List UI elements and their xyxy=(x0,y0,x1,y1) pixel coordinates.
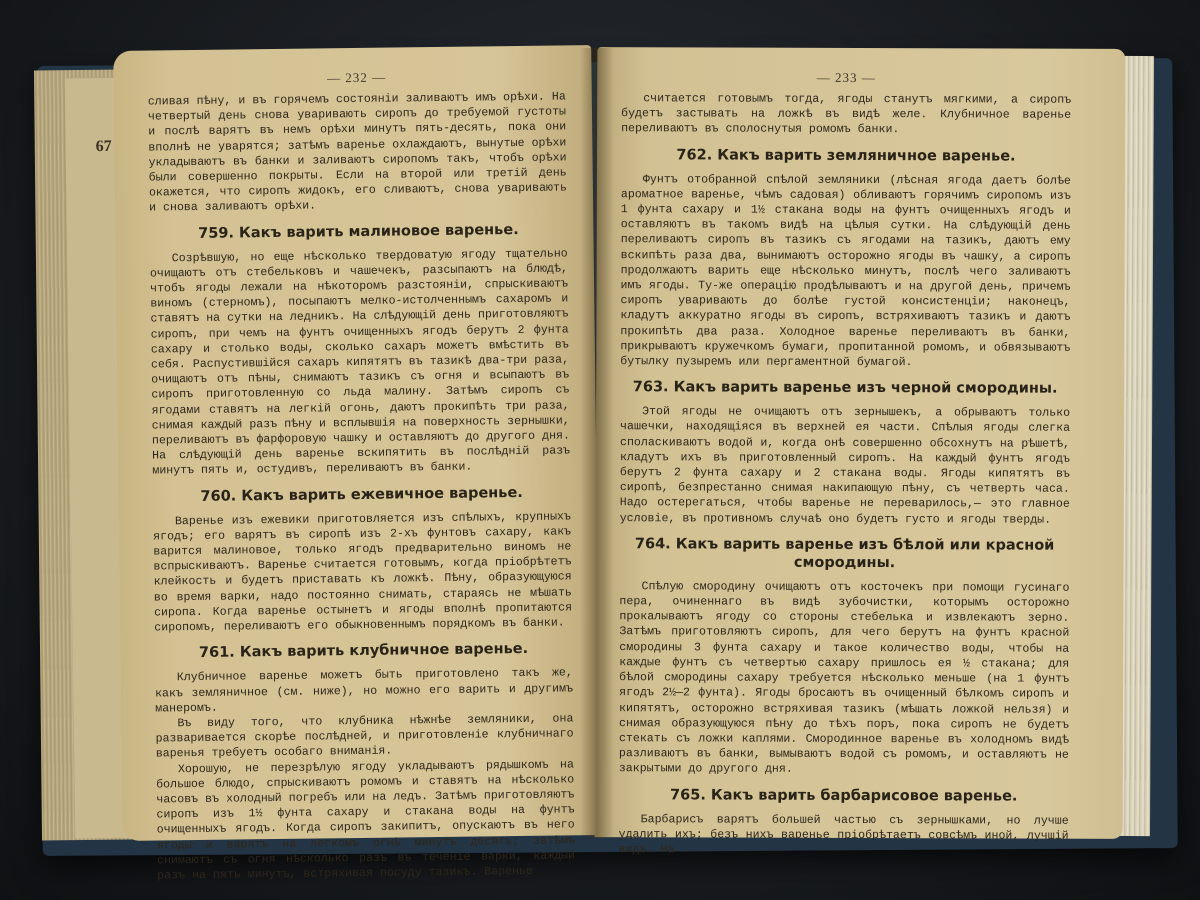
recipe-paragraph: Въ виду того, что клубника нѣжнѣе земляники, она разваривается скорѣе послѣдней, и приготовленіе клубничнаго варенья требуетъ особаго вниманія. xyxy=(155,712,574,761)
book-gutter xyxy=(580,48,614,838)
recipe-heading: 764. Какъ варить варенье изъ бѣлой или красной смородины. xyxy=(634,536,1055,571)
page-number: — 233 — xyxy=(816,69,876,86)
recipe-paragraph: Фунтъ отобранной спѣлой земляники (лѣсная ягода даетъ болѣе ароматное варенье, чѣмъ садовая) обливаютъ горячимъ сиропомъ изъ 1 фунта сахару и 1½ стакана воды на фунтъ очищенныхъ ягодъ и оставляютъ въ такомъ видѣ на цѣлыя сутки. На слѣдующій день переливаютъ сиропъ въ тазикъ съ ягодами на тазикъ, даютъ ему вскипѣть раза два, вынимаютъ осторожно ягоды въ чашку, а сиропъ продолжаютъ варить еще нѣсколько минутъ, послѣ чего заливаютъ имъ ягоды. Ту-же операцію продѣлываютъ и на другой день, причемъ сиропъ уваривають до болѣе густой консистенціи; наконецъ, кладутъ аккуратно ягоды въ сиропъ, встряхиваютъ тазикъ и даютъ прокипѣть два раза. Холодное варенье переливаютъ въ банки, прикрываютъ кружечкомъ бумаги, пропитанной ромомъ, и обвязываютъ бутылку пузыремъ или пергаментной бумагой. xyxy=(620,172,1071,370)
recipe-heading: 760. Какъ варить ежевичное варенье. xyxy=(200,484,523,505)
recipe-heading: 759. Какъ варить малиновое варенье. xyxy=(198,221,519,242)
recipe-sections xyxy=(149,220,575,884)
left-page xyxy=(113,45,601,883)
recipe-paragraph: Хорошую, не перезрѣлую ягоду укладываютъ рядышкомъ на большое блюдо, спрыскиваютъ ромомъ и ставятъ на нѣсколько часовъ въ холодный погребъ или на ледъ. Затѣмъ приготовляютъ сиропъ изъ 1½ фунта сахару и стакана воды на фунтъ очищенныхъ ягодъ. Когда сиропъ закипитъ, опускаютъ въ него ягоды и варятъ на легкомъ огнѣ минутъ десять; затѣмъ снимаютъ съ огня нѣсколько разъ въ теченіе варки, каждый разъ на пять минутъ, встряхивая посуду тазикъ. Варенье xyxy=(156,757,576,883)
recipe-heading: 763. Какъ варить варенье изъ черной смородины. xyxy=(632,379,1058,397)
recipe-paragraph: Спѣлую смородину очищаютъ отъ косточекъ при помощи гусинаго пера, очиненнаго въ видѣ зубочистки, которымъ осторожно прокалываютъ ягоду со стороны стебелька и извлекаютъ зерно. Затѣмъ приготовляютъ сиропъ, для чего берутъ на фунтъ красной смородины 3 фунта сахару и такое количество воды, чтобы на каждые фунтъ съ четвертью сахару пришлось ея ½ стакана; для бѣлой смородины сахару требуется нѣсколько меньше (на 1 фунтъ ягодъ 2½—2 фунта). Ягоды бросаютъ въ очищенный бѣлкомъ сиропъ и кипятятъ, осторожно встряхивая тазикъ (мѣшать ложкой нельзя) и снимая образующуюся пѣну до тѣхъ поръ, пока сиропъ не будетъ стекать съ ложки каплями. Смородинное варенье въ холодномъ видѣ разливаютъ въ банки, вымываютъ водой съ ромомъ, и оставляютъ не закрытыми до другого дня. xyxy=(618,580,1070,777)
underlying-page-number: 67 xyxy=(95,137,112,156)
recipe-paragraph: Варенье изъ ежевики приготовляется изъ спѣлыхъ, крупныхъ ягодъ; его варятъ въ сиропѣ изъ 2-хъ фунтовъ сахару, какъ варится малиновое, только ягодъ предварительно виномъ не вспрыскиваютъ. Варенье считается готовымъ, когда пріобрѣтетъ клейкость и будетъ приставать къ ложкѣ. Пѣну, образующуюся во время варки, надо постоянно снимать, стараясь не мѣшать сиропа. Когда варенье остынетъ и ягоды вполнѣ пропитаются сиропомъ, переливаютъ его обыкновеннымъ порядкомъ въ банки. xyxy=(153,510,573,635)
right-page xyxy=(595,47,1126,857)
recipe-paragraph: Барбарисъ варятъ большей частью съ зернышками, но лучше удалить ихъ; безъ нихъ варенье пріобрѣтаетъ совсѣмъ иной, лучшій видъ. На xyxy=(618,812,1069,857)
recipe-heading: 761. Какъ варить клубничное варенье. xyxy=(198,641,529,662)
recipe-heading: 765. Какъ варить барбарисовое варенье. xyxy=(670,786,1018,805)
recipe-paragraph: Этой ягоды не очищаютъ отъ зернышекъ, а обрываютъ только чашечки, находящіяся въ верхней ея части. Спѣлыя ягоды слегка споласкиваютъ водой и, когда онѣ совершенно обсохнутъ на рѣшетѣ, кладутъ ихъ въ приготовленный сиропъ. На каждый фунтъ ягодъ берутъ 2 фунта сахару и 2 стакана воды. Ягоды кипятятъ въ сиропѣ, безпрестанно снимая накипающую пѣну, съ четверть часа. Надо остерегаться, чтобы варенье не переварилось,— это главное условіе, въ противномъ случаѣ оно будетъ густо и ягоды тверды. xyxy=(619,405,1071,527)
page-number: — 232 — xyxy=(326,69,387,86)
recipe-paragraph: Клубничное варенье можетъ быть приготовлено такъ же, какъ земляничное (см. ниже), но можно его варить и другимъ манеромъ. xyxy=(154,666,574,716)
recipe-heading: 762. Какъ варить земляничное варенье. xyxy=(676,146,1016,165)
opening-paragraph: сливая пѣну, и въ горячемъ состояніи заливаютъ имъ орѣхи. На четвертый день снова уваривають сиропъ до требуемой густоты и послѣ варятъ въ немъ орѣхи минутъ пять-десять, пока они вполнѣ не уварятся; затѣмъ варенье охлаждаютъ, вынутые орѣхи укладываютъ въ банки и заливаютъ сиропомъ такъ, чтобъ орѣхи были совершенно покрыты. Если на второй или третій день окажется, что сиропъ жидокъ, его сливаютъ, снова уваривають и снова заливаютъ орѣхи. xyxy=(147,90,567,215)
recipe-paragraph: Созрѣвшую, но еще нѣсколько твердоватую ягоду тщательно очищаютъ отъ стебельковъ и чашечекъ, разсыпаютъ на блюдѣ, чтобъ ягоды лежали на нѣкоторомъ разстояніи, спрыскиваютъ виномъ (стерномъ), посыпаютъ мелко-истолченнымъ сахаромъ и ставятъ на сутки на ледникъ. На слѣдующій день приготовляютъ сиропъ, при чемъ на фунтъ очищенныхъ ягодъ берутъ 2 фунта сахару и столько воды, сколько сахаръ можетъ вмѣстить въ себя. Распустившійся сахаръ кипятятъ въ тазикѣ два-три раза, очищаютъ отъ пѣны, снимаютъ тазикъ съ огня и всыпаютъ въ сиропъ приготовленную со льда малину. Затѣмъ сиропъ съ ягодами ставятъ на легкій огонь, даютъ прокипѣть три раза, снимая каждый разъ пѣну и всплывшія на поверхность зернышки, переливаютъ въ фарфоровую чашку и оставляютъ до другого дня. На слѣдующій день варенье вскипятить въ послѣдній разъ минутъ пять и, остудивъ, переливаютъ въ банки. xyxy=(149,247,571,478)
recipe-sections xyxy=(619,146,1071,859)
opening-paragraph: считается готовымъ тогда, ягоды станутъ мягкими, а сиропъ будетъ застывать на ложкѣ въ видѣ желе. Клубничное варенье переливаютъ въ сполоснутыя ромомъ банки. xyxy=(621,92,1072,137)
